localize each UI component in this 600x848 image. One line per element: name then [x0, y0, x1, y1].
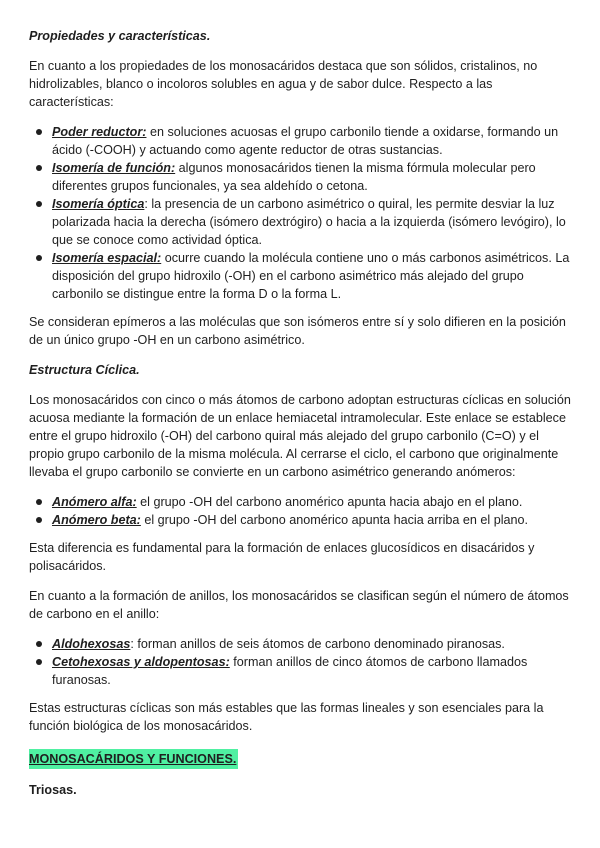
- term-anomero-alfa: Anómero alfa:: [52, 495, 137, 509]
- document-content: [29, 27, 574, 799]
- text-anomero-alfa: el grupo -OH del carbono anomérico apunta hacia abajo en el plano.: [136, 495, 523, 509]
- paragraph-propiedades-intro: En cuanto a los propiedades de los monosacáridos destaca que son sólidos, cristalinos, no hidrolizables, blanco o incoloros solubles en agua y de sabor dulce. Respecto a las características:: [29, 59, 538, 109]
- anillos-list: [29, 635, 574, 689]
- highlighted-section-title: MONOSACÁRIDOS Y FUNCIONES.: [29, 749, 238, 769]
- term-cetohexosas: Cetohexosas y aldopentosas:: [52, 655, 230, 669]
- list-item-anomero-beta: [29, 511, 574, 529]
- text-aldohexosas: : forman anillos de seis átomos de carbono denominado piranosas.: [130, 637, 505, 651]
- list-item-isomeria-espacial: [29, 249, 574, 303]
- list-item-aldohexosas: [29, 635, 574, 653]
- list-item-anomero-alfa: [29, 493, 574, 511]
- term-isomeria-optica: Isomería óptica: [52, 197, 145, 211]
- term-isomeria-espacial: Isomería espacial:: [52, 251, 162, 265]
- term-aldohexosas: Aldohexosas: [52, 637, 131, 651]
- highlighted-title-wrapper: [29, 747, 574, 781]
- anomeros-list: [29, 493, 574, 529]
- caracteristicas-list: [29, 123, 574, 303]
- term-poder-reductor: Poder reductor:: [52, 125, 147, 139]
- section-heading-propiedades: Propiedades y características.: [29, 29, 211, 43]
- subheading-triosas: Triosas.: [29, 783, 77, 797]
- paragraph-anillos-intro: En cuanto a la formación de anillos, los monosacáridos se clasifican según el número de átomos de carbono en el anillo:: [29, 589, 569, 621]
- paragraph-conclusion: Estas estructuras cíclicas son más estables que las formas lineales y son esenciales para la función biológica de los monosacáridos.: [29, 701, 544, 733]
- term-anomero-beta: Anómero beta:: [52, 513, 141, 527]
- paragraph-estructura-intro: Los monosacáridos con cinco o más átomos de carbono adoptan estructuras cíclicas en solución acuosa mediante la formación de un enlace hemiacetal intramolecular. Este enlace se establece entre el grupo hidroxilo (-OH) del carbono quiral más alejado del grupo carbonilo (C=O) y el propio grupo carbonilo de la misma molécula. Al cerrarse el ciclo, el carbono que originalmente llevaba el grupo carbonilo se convierte en un carbono asimétrico generando anómeros:: [29, 393, 571, 479]
- text-anomero-beta: el grupo -OH del carbono anomérico apunta hacia arriba en el plano.: [140, 513, 529, 527]
- section-heading-estructura-ciclica: Estructura Cíclica.: [29, 363, 140, 377]
- paragraph-diferencia: Esta diferencia es fundamental para la formación de enlaces glucosídicos en disacáridos y polisacáridos.: [29, 541, 535, 573]
- list-item-cetohexosas: [29, 653, 574, 689]
- text-isomeria-optica: : la presencia de un carbono asimétrico o quiral, les permite desviar la luz polarizada hacia la derecha (isómero dextrógiro) o hacia a la izquierda (isómero levógiro), lo que se conoce como actividad óptica.: [52, 197, 566, 247]
- list-item-poder-reductor: [29, 123, 574, 159]
- paragraph-epimeros: Se consideran epímeros a las moléculas que son isómeros entre sí y solo difieren en la posición de un único grupo -OH en un carbono asimétrico.: [29, 315, 566, 347]
- list-item-isomeria-optica: [29, 195, 574, 249]
- text-isomeria-funcion: algunos monosacáridos tienen la misma fórmula molecular pero diferentes grupos funcionales, ya sea aldehído o cetona.: [52, 161, 536, 193]
- list-item-isomeria-funcion: [29, 159, 574, 195]
- text-cetohexosas: forman anillos de cinco átomos de carbono llamados furanosas.: [52, 655, 528, 687]
- text-isomeria-espacial: ocurre cuando la molécula contiene uno o más carbonos asimétricos. La disposición del grupo hidroxilo (-OH) en el carbono asimétrico más alejado del grupo carbonilo se distingue entre la forma D o la forma L.: [52, 251, 570, 301]
- text-poder-reductor: en soluciones acuosas el grupo carbonilo tiende a oxidarse, formando un ácido (-COOH) y actuando como agente reductor de otras sustancias.: [52, 125, 559, 157]
- term-isomeria-funcion: Isomería de función:: [52, 161, 176, 175]
